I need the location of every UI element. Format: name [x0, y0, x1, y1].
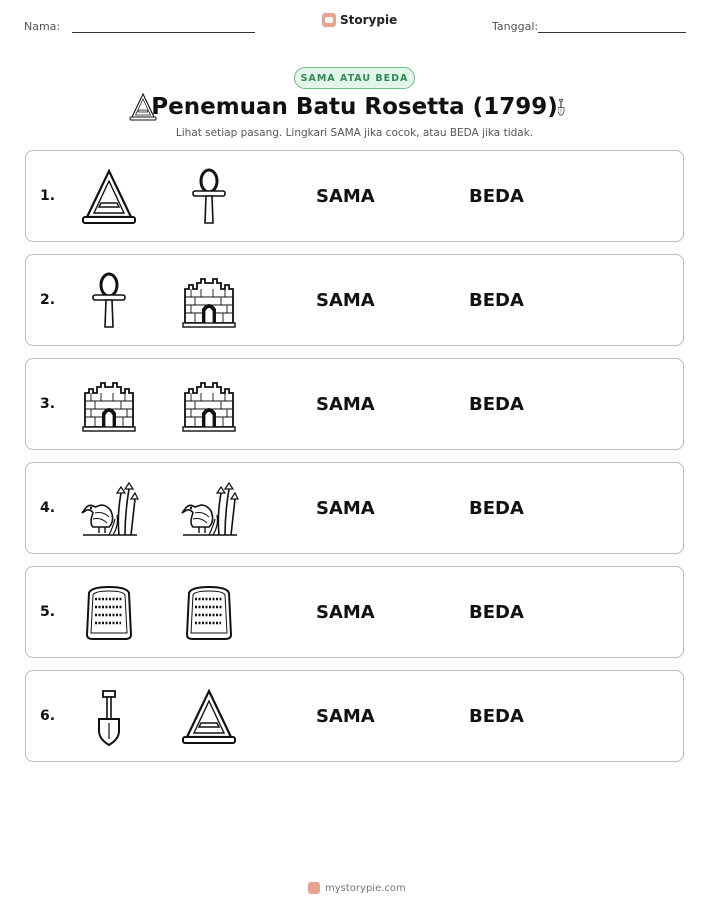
page-title: Penemuan Batu Rosetta (1799) [151, 94, 558, 120]
different-option[interactable]: BEDA [469, 393, 524, 415]
instructions: Lihat setiap pasang. Lingkari SAMA jika cocok, atau BEDA jika tidak. [175, 127, 534, 139]
same-option[interactable]: SAMA [316, 705, 375, 727]
fortress-icon [179, 375, 239, 435]
question-number: 1. [40, 188, 56, 204]
brand-name: Storypie [340, 13, 398, 27]
alpha-a-icon [79, 167, 139, 227]
footer-url[interactable]: mystorypie.com [325, 882, 406, 894]
name-field-line[interactable] [72, 32, 255, 33]
rosetta-stone-icon [179, 583, 239, 643]
fortress-icon [79, 375, 139, 435]
name-label: Nama: [24, 20, 61, 33]
question-number: 6. [40, 708, 56, 724]
question-row [25, 254, 684, 346]
question-row [25, 358, 684, 450]
different-option[interactable]: BEDA [469, 185, 524, 207]
shovel-icon [79, 687, 139, 747]
shovel-icon [558, 92, 576, 122]
question-number: 2. [40, 292, 56, 308]
question-number: 4. [40, 500, 56, 516]
different-option[interactable]: BEDA [469, 601, 524, 623]
activity-badge: SAMA ATAU BEDA [294, 67, 415, 89]
same-option[interactable]: SAMA [316, 601, 375, 623]
brand-logo [322, 13, 397, 27]
ibis-papyrus-icon [179, 479, 239, 539]
different-option[interactable]: BEDA [469, 705, 524, 727]
ibis-papyrus-icon [79, 479, 139, 539]
date-field-line[interactable] [538, 32, 686, 33]
question-row [25, 462, 684, 554]
question-row [25, 566, 684, 658]
question-number: 5. [40, 604, 56, 620]
ankh-icon [179, 167, 239, 227]
same-option[interactable]: SAMA [316, 497, 375, 519]
same-option[interactable]: SAMA [316, 185, 375, 207]
storypie-icon [322, 13, 336, 27]
same-option[interactable]: SAMA [316, 393, 375, 415]
date-label: Tanggal: [492, 20, 539, 33]
fortress-icon [179, 271, 239, 331]
same-option[interactable]: SAMA [316, 289, 375, 311]
storypie-icon [308, 882, 320, 894]
different-option[interactable]: BEDA [469, 289, 524, 311]
question-number: 3. [40, 396, 56, 412]
ankh-icon [79, 271, 139, 331]
question-row [25, 670, 684, 762]
footer [308, 882, 406, 894]
different-option[interactable]: BEDA [469, 497, 524, 519]
alpha-a-icon [179, 687, 239, 747]
rosetta-stone-icon [79, 583, 139, 643]
question-row [25, 150, 684, 242]
